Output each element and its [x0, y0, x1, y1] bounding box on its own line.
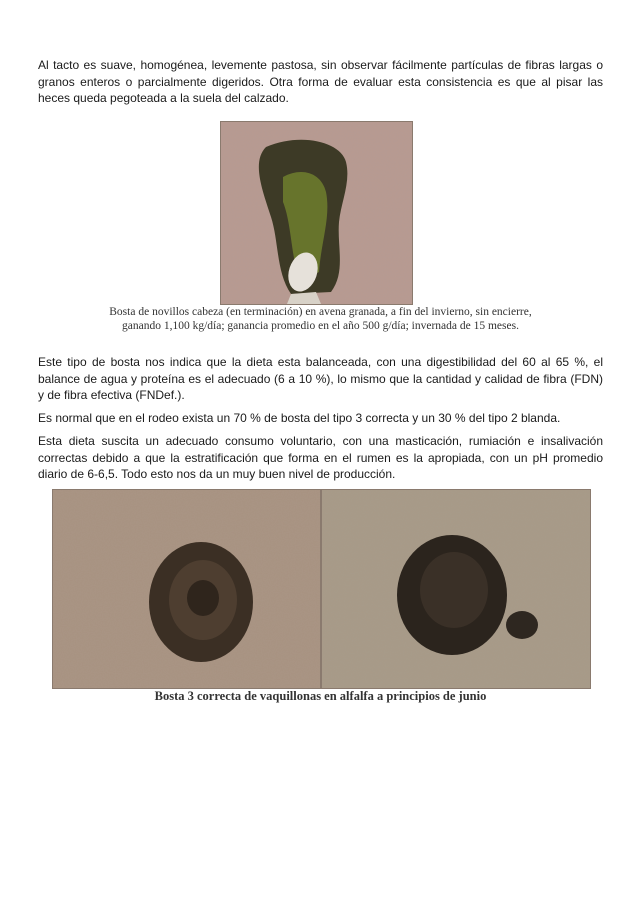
photo-dung-left [52, 489, 321, 689]
paragraph-herd-proportion: Es normal que en el rodeo exista un 70 % de bosta del tipo 3 correcta y un 30 % del tipo 2 blanda. [38, 411, 561, 425]
photo-dung-right [321, 489, 591, 689]
paragraph-diet-effects: Esta dieta suscita un adecuado consumo voluntario, con una masticación, rumiación e insalivación correctas debido a que la estratificación que forma en el rumen es la apropiada, con un pH promedio diario de 6-6,5. Todo esto nos da un muy buen nivel de producción. [38, 434, 603, 481]
figure1-caption-line1: Bosta de novillos cabeza (en terminación) en avena granada, a fin del invierno, sin encierre, [109, 306, 532, 318]
paragraph-balanced-diet: Este tipo de bosta nos indica que la dieta esta balanceada, con una digestibilidad del 60 al 65 %, el balance de agua y proteína es el adecuado (6 a 10 %), lo mismo que la cantidad y calidad de fibra (FDN) y de fibra efectiva (FNDef.). [38, 355, 603, 402]
figure1-caption-line2: ganando 1,100 kg/día; ganancia promedio en el año 500 g/día; invernada de 15 meses. [122, 320, 519, 332]
paragraph-texture: Al tacto es suave, homogénea, levemente pastosa, sin observar fácilmente partículas de fibras largas o granos enteros o parcialmente digeridos. Otra forma de evaluar esta consistencia es que al pisar las heces queda pegoteada a la suela del calzado. [38, 58, 603, 105]
figure2-caption: Bosta 3 correcta de vaquillonas en alfalfa a principios de junio [154, 689, 487, 703]
photo-dung-footprint [220, 121, 413, 305]
